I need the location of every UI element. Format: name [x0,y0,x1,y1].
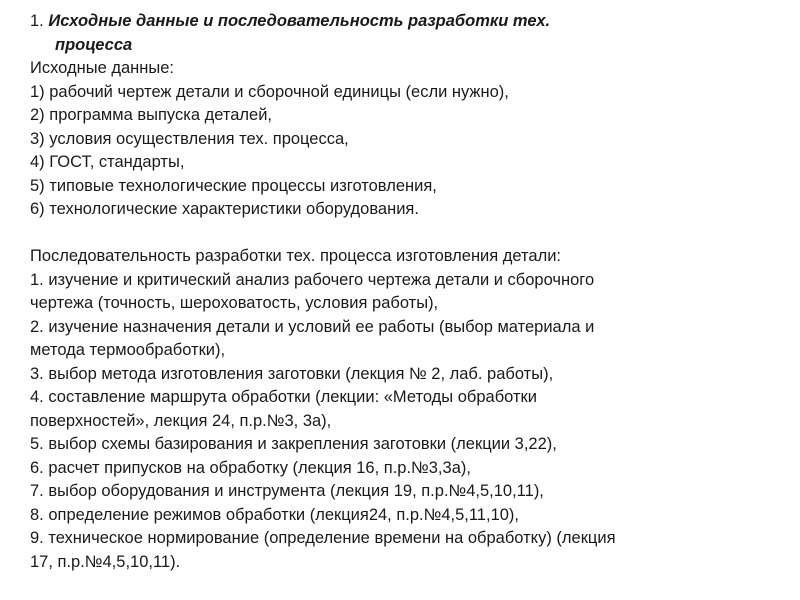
initial-data-item: 1) рабочий чертеж детали и сборочной единицы (если нужно), [30,82,509,101]
initial-data-item: 3) условия осуществления тех. процесса, [30,129,349,148]
title-line-2: процесса [55,35,133,54]
sequence-line: 3. выбор метода изготовления заготовки (лекция № 2, лаб. работы), [30,364,554,383]
sequence-line: 5. выбор схемы базирования и закрепления заготовки (лекции 3,22), [30,435,557,453]
initial-data-item: 5) типовые технологические процессы изготовления, [30,176,437,195]
initial-data-item: 2) программа выпуска деталей, [30,106,272,124]
section-gap [30,222,800,246]
sequence-line: 1. изучение и критический анализ рабочего чертежа детали и сборочного [30,270,595,289]
sequence-line: 9. техническое нормирование (определение времени на обработку) (лекция [30,529,616,547]
sequence-line: метода термообработки), [30,341,226,359]
initial-data-item: 6) технологические характеристики оборудования. [30,200,419,218]
title-number: 1. [30,12,44,30]
sequence-heading: Последовательность разработки тех. процесса изготовления детали: [30,247,562,265]
sequence-line: чертежа (точность, шероховатость, условия работы), [30,294,439,312]
slide-title [30,10,800,57]
initial-data-item: 4) ГОСТ, стандарты, [30,153,185,171]
sequence-section [30,245,800,574]
initial-data-section [30,57,800,222]
title-line-1: Исходные данные и последовательность разработки тех. [48,12,551,30]
sequence-line: 7. выбор оборудования и инструмента (лекция 19, п.р.№4,5,10,11), [30,482,544,500]
sequence-line: 17, п.р.№4,5,10,11). [30,552,181,571]
sequence-line: поверхностей», лекция 24, п.р.№3, 3а), [30,411,332,430]
sequence-line: 4. составление маршрута обработки (лекции: «Методы обработки [30,388,537,406]
sequence-line: 6. расчет припусков на обработку (лекция 16, п.р.№3,3а), [30,458,471,477]
sequence-line: 8. определение режимов обработки (лекция24, п.р.№4,5,11,10), [30,505,519,524]
initial-data-heading: Исходные данные: [30,59,174,77]
sequence-line: 2. изучение назначения детали и условий ее работы (выбор материала и [30,317,595,336]
